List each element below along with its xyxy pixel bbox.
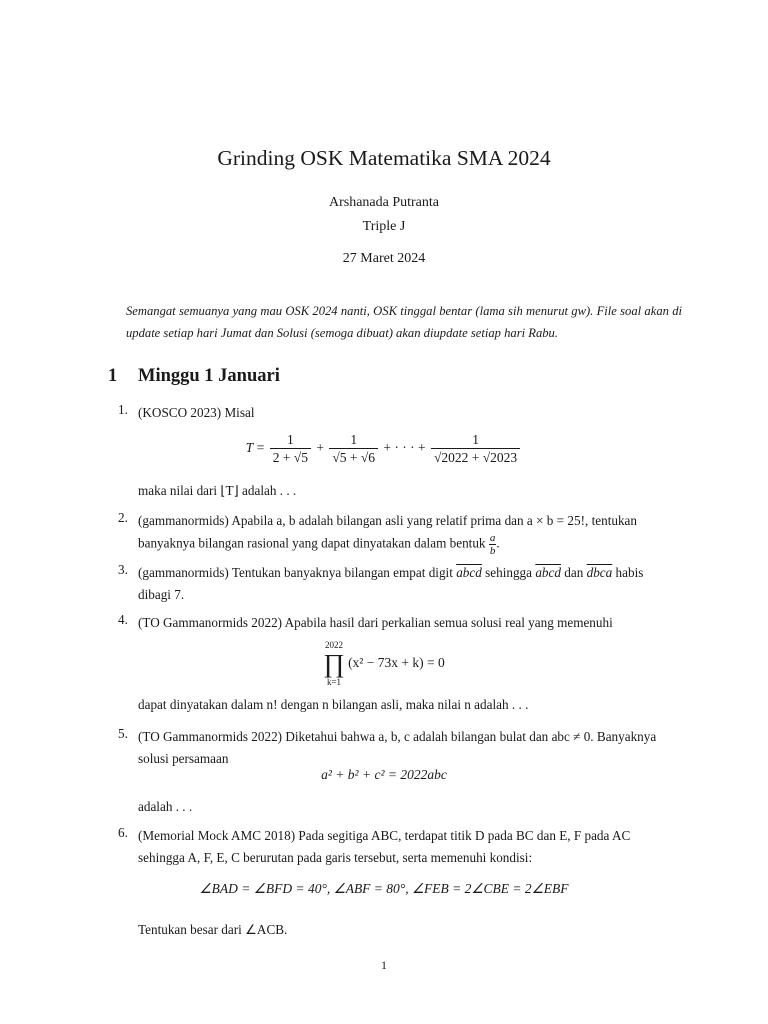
author-affiliation: Triple J (362, 219, 406, 234)
problem-3-number: 3. (118, 562, 128, 577)
problem-4-lead: (TO Gammanormids 2022) Apabila hasil dari perkalian semua solusi real yang memenuhi (138, 615, 613, 630)
problem-4-number: 4. (118, 612, 128, 627)
section-heading (108, 366, 280, 387)
problem-2-text: (gammanormids) Apabila a, b adalah bilangan asli yang relatif prima dan a × b = 25!, tentukan banyaknya bilangan rasional yang dapat dinyatakan dalam bentuk $\frac{a}{b}$ . (138, 513, 637, 557)
paper-date: 27 Maret 2024 (342, 251, 426, 266)
section-number: 1 (108, 366, 118, 386)
problem-1-equation: T = $\frac{1}{2 + √5}$ + $\frac{1}{√5 + √6}$ + · · · + $\frac{1}{√2022 + √2023}$ (0, 432, 768, 466)
problem-6-question: Tentukan besar dari ∠ACB. (138, 922, 288, 937)
problem-5-text: (TO Gammanormids 2022) Diketahui bahwa a, b, c adalah bilangan bulat dan abc ≠ 0. Banyaknya solusi persamaan (138, 729, 657, 766)
problem-5-equation: a² + b² + c² = 2022abc (321, 767, 447, 782)
problem-4-equation: 2022 ∏ k=1 (x² − 73x + k) = 0 (323, 640, 445, 687)
author-name: Arshanada Putranta (328, 195, 440, 210)
problem-1-number: 1. (118, 402, 128, 417)
fraction-a-over-b: $\frac{a}{b}$ (489, 531, 496, 557)
problem-3-text: (gammanormids) Tentukan banyaknya bilangan empat digit abcd sehingga abcd dan dbca habis dibagi 7. (138, 565, 644, 602)
problem-6-equation: ∠BAD = ∠BFD = 40°, ∠ABF = 80°, ∠FEB = 2∠CBE = 2∠EBF (199, 881, 569, 896)
paper-title: Grinding OSK Matematika SMA 2024 (217, 146, 551, 170)
problem-5-number: 5. (118, 726, 128, 741)
problem-1-question: maka nilai dari ⌊T⌋ adalah . . . (138, 483, 297, 498)
page-number: 1 (381, 958, 387, 972)
problem-6-text: (Memorial Mock AMC 2018) Pada segitiga ABC, terdapat titik D pada BC dan E, F pada AC sehingga A, F, E, C berurutan pada garis tersebut, serta memenuhi kondisi: (138, 828, 631, 865)
problem-1-lead: (KOSCO 2023) Misal (138, 405, 255, 420)
abstract: Semangat semuanya yang mau OSK 2024 nanti, OSK tinggal bentar (lama sih menurut gw). File soal akan di update setiap hari Jumat dan Solusi (semoga dibuat) akan diupdate setiap hari Rabu. (126, 304, 682, 340)
problem-2-number: 2. (118, 510, 128, 525)
section-title: Minggu 1 Januari (138, 366, 280, 386)
problem-6-number: 6. (118, 825, 128, 840)
problem-5-question: adalah . . . (138, 799, 193, 814)
problem-4-question: dapat dinyatakan dalam n! dengan n bilangan asli, maka nilai n adalah . . . (138, 697, 529, 712)
